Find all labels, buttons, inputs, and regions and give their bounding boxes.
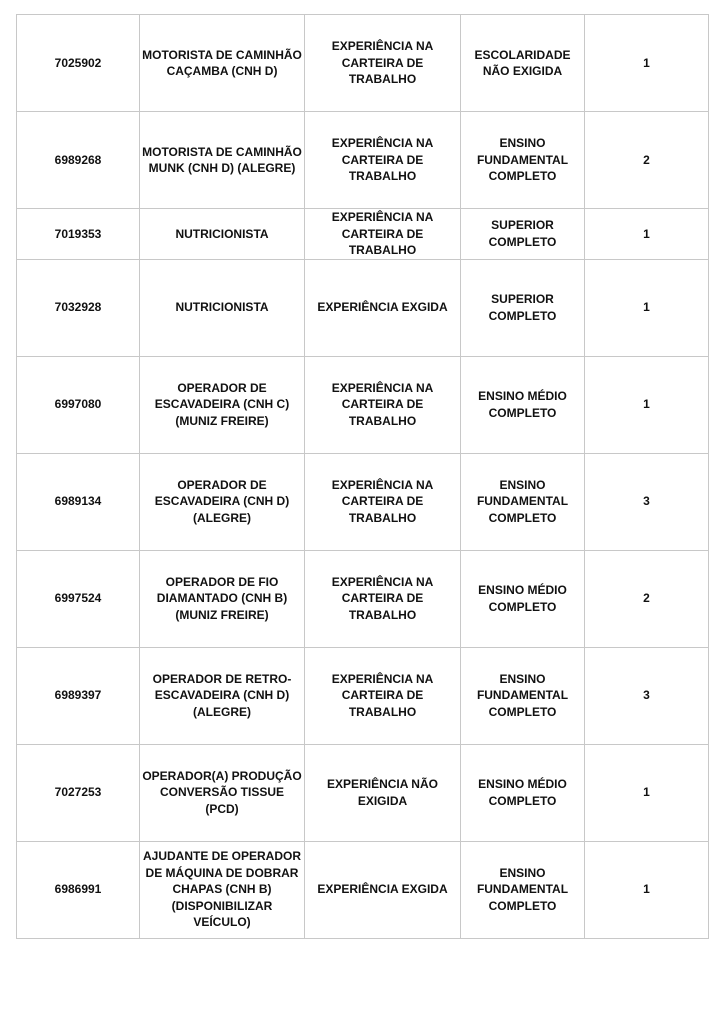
table-row	[17, 841, 709, 938]
vacancy-code: 6989268	[17, 112, 140, 209]
job-title: NUTRICIONISTA	[140, 209, 305, 260]
education-requirement: ESCOLARIDADE NÃO EXIGIDA	[461, 15, 585, 112]
education-requirement: ENSINO MÉDIO COMPLETO	[461, 744, 585, 841]
education-requirement: SUPERIOR COMPLETO	[461, 259, 585, 356]
vacancy-code: 6986991	[17, 841, 140, 938]
vacancy-quantity: 1	[585, 841, 709, 938]
education-requirement: ENSINO MÉDIO COMPLETO	[461, 550, 585, 647]
job-title: AJUDANTE DE OPERADOR DE MÁQUINA DE DOBRAR CHAPAS (CNH B) (DISPONIBILIZAR VEÍCULO)	[140, 841, 305, 938]
experience-requirement: EXPERIÊNCIA NA CARTEIRA DE TRABALHO	[305, 453, 461, 550]
job-title: OPERADOR DE FIO DIAMANTADO (CNH B) (MUNIZ FREIRE)	[140, 550, 305, 647]
table-row	[17, 453, 709, 550]
vacancy-code: 7025902	[17, 15, 140, 112]
job-title: OPERADOR DE RETRO-ESCAVADEIRA (CNH D) (ALEGRE)	[140, 647, 305, 744]
vacancy-code: 6989397	[17, 647, 140, 744]
vacancy-quantity: 2	[585, 112, 709, 209]
table-row	[17, 209, 709, 260]
experience-requirement: EXPERIÊNCIA EXGIDA	[305, 841, 461, 938]
experience-requirement: EXPERIÊNCIA EXGIDA	[305, 259, 461, 356]
education-requirement: ENSINO MÉDIO COMPLETO	[461, 356, 585, 453]
vacancy-quantity: 1	[585, 356, 709, 453]
experience-requirement: EXPERIÊNCIA NA CARTEIRA DE TRABALHO	[305, 15, 461, 112]
vacancy-code: 7032928	[17, 259, 140, 356]
vacancy-code: 6997524	[17, 550, 140, 647]
experience-requirement: EXPERIÊNCIA NA CARTEIRA DE TRABALHO	[305, 112, 461, 209]
job-title: MOTORISTA DE CAMINHÃO CAÇAMBA (CNH D)	[140, 15, 305, 112]
education-requirement: ENSINO FUNDAMENTAL COMPLETO	[461, 647, 585, 744]
table-row	[17, 15, 709, 112]
table-row	[17, 259, 709, 356]
job-title: OPERADOR DE ESCAVADEIRA (CNH C) (MUNIZ FREIRE)	[140, 356, 305, 453]
table-row	[17, 647, 709, 744]
table-row	[17, 112, 709, 209]
education-requirement: ENSINO FUNDAMENTAL COMPLETO	[461, 453, 585, 550]
vacancy-quantity: 2	[585, 550, 709, 647]
job-vacancies-table	[16, 14, 709, 939]
experience-requirement: EXPERIÊNCIA NA CARTEIRA DE TRABALHO	[305, 647, 461, 744]
experience-requirement: EXPERIÊNCIA NA CARTEIRA DE TRABALHO	[305, 550, 461, 647]
education-requirement: ENSINO FUNDAMENTAL COMPLETO	[461, 112, 585, 209]
vacancy-quantity: 1	[585, 744, 709, 841]
vacancy-quantity: 3	[585, 647, 709, 744]
job-title: OPERADOR(A) PRODUÇÃO CONVERSÃO TISSUE (PCD)	[140, 744, 305, 841]
vacancy-quantity: 1	[585, 15, 709, 112]
vacancy-code: 7019353	[17, 209, 140, 260]
vacancy-quantity: 3	[585, 453, 709, 550]
job-title: NUTRICIONISTA	[140, 259, 305, 356]
table-row	[17, 744, 709, 841]
vacancy-code: 6997080	[17, 356, 140, 453]
job-title: OPERADOR DE ESCAVADEIRA (CNH D) (ALEGRE)	[140, 453, 305, 550]
table-row	[17, 550, 709, 647]
experience-requirement: EXPERIÊNCIA NA CARTEIRA DE TRABALHO	[305, 209, 461, 260]
vacancy-quantity: 1	[585, 259, 709, 356]
experience-requirement: EXPERIÊNCIA NA CARTEIRA DE TRABALHO	[305, 356, 461, 453]
education-requirement: SUPERIOR COMPLETO	[461, 209, 585, 260]
education-requirement: ENSINO FUNDAMENTAL COMPLETO	[461, 841, 585, 938]
vacancy-quantity: 1	[585, 209, 709, 260]
experience-requirement: EXPERIÊNCIA NÃO EXIGIDA	[305, 744, 461, 841]
vacancy-code: 7027253	[17, 744, 140, 841]
vacancy-code: 6989134	[17, 453, 140, 550]
job-title: MOTORISTA DE CAMINHÃO MUNK (CNH D) (ALEGRE)	[140, 112, 305, 209]
table-row	[17, 356, 709, 453]
